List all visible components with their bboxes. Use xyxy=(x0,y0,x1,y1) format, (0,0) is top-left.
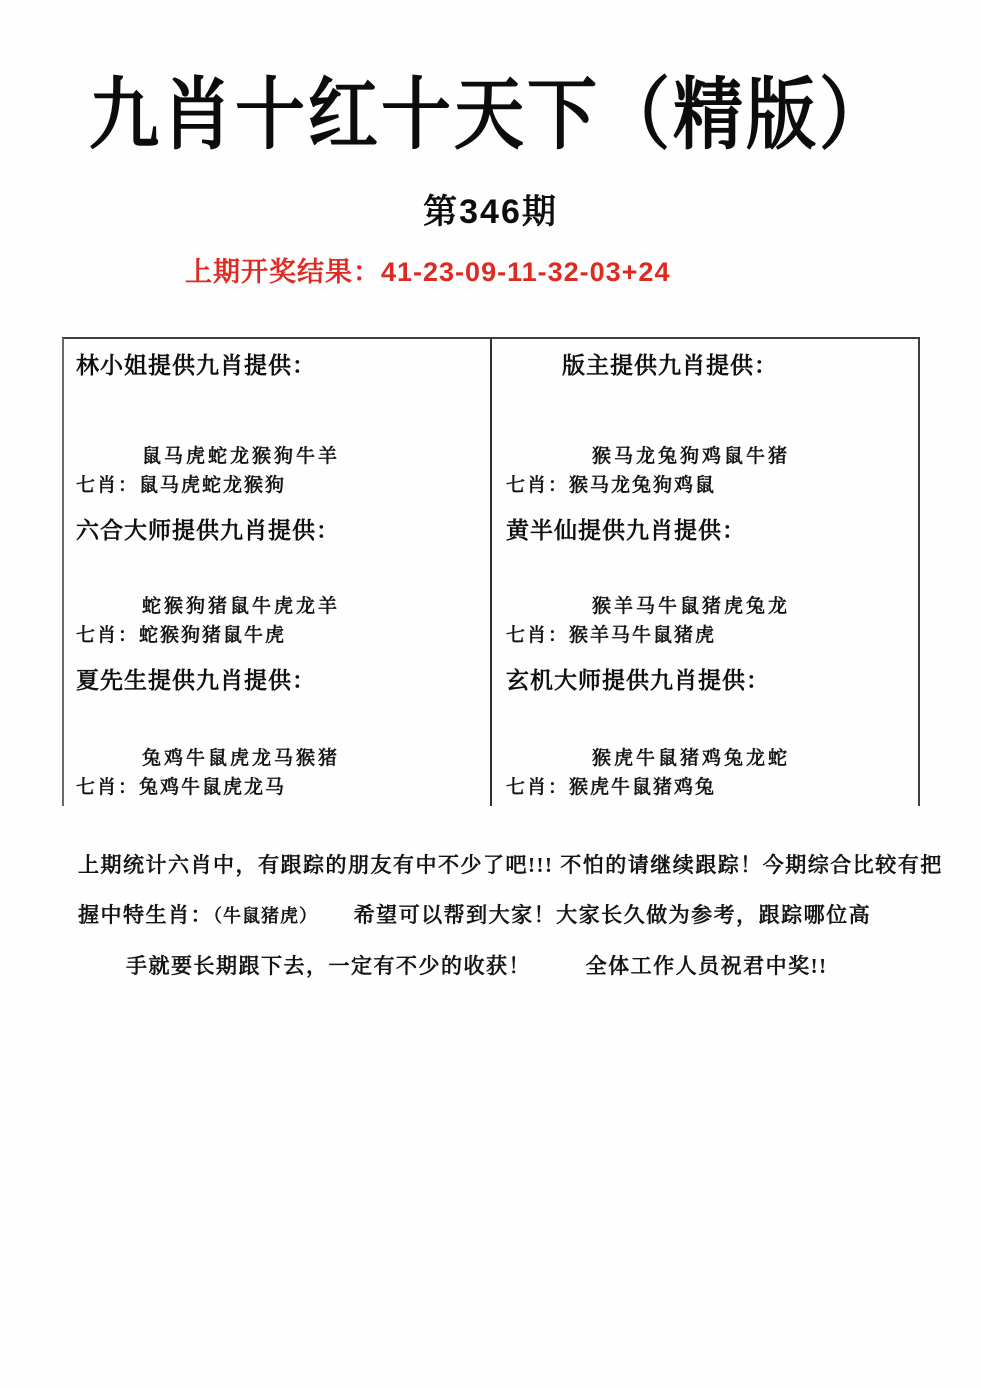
nine-zodiac-line: 猴羊马牛鼠猪虎兔龙 xyxy=(592,596,791,617)
spacer xyxy=(506,382,910,442)
footer-line2-suffix: 希望可以帮到大家！大家长久做为参考，跟踪哪位高 xyxy=(353,903,872,927)
last-draw-result-label: 上期开奖结果： xyxy=(185,257,381,287)
seven-zodiac-line: 七肖：兔鸡牛鼠虎龙马 xyxy=(76,777,287,798)
prediction-block-xuanji-dashi xyxy=(490,654,918,806)
footer-line3-main: 手就要长期跟下去，一定有不少的收获！ xyxy=(126,954,531,978)
seven-zodiac-line: 七肖：猴虎牛鼠猪鸡兔 xyxy=(506,777,717,798)
seven-zodiac-line: 七肖：猴马龙兔狗鸡鼠 xyxy=(506,475,717,496)
seven-zodiac-line: 七肖：鼠马虎蛇龙猴狗 xyxy=(76,475,287,496)
provider-header: 版主提供九肖提供： xyxy=(562,353,778,378)
last-draw-result-numbers: 41-23-09-11-32-03+24 xyxy=(381,257,671,287)
last-draw-result xyxy=(185,250,670,289)
footer-line3-end: 全体工作人员祝君中奖!! xyxy=(585,954,828,978)
prediction-block-huang-banxian xyxy=(490,504,918,654)
issue-number: 第346期 xyxy=(423,193,558,231)
footer-line2-prefix: 握中特生肖： xyxy=(78,903,213,927)
nine-zodiac-line: 猴马龙兔狗鸡鼠牛猪 xyxy=(592,446,791,467)
seven-zodiac-line: 七肖：猴羊马牛鼠猪虎 xyxy=(506,625,717,646)
prediction-block-liuhe-dashi xyxy=(64,504,490,654)
prediction-block-ban-zhu xyxy=(490,339,918,504)
footer-line-1: 上期统计六肖中，有跟踪的朋友有中不少了吧!!! 不怕的请继续跟踪！今期综合比较有把 xyxy=(78,853,943,877)
seven-zodiac-line: 七肖：蛇猴狗猪鼠牛虎 xyxy=(76,625,287,646)
footer-commentary xyxy=(78,840,943,991)
spacer xyxy=(506,547,910,592)
spacer xyxy=(506,697,910,744)
masthead-title: 九肖十红十天下（精版） xyxy=(89,67,892,161)
spacer xyxy=(76,697,482,744)
provider-header: 黄半仙提供九肖提供： xyxy=(506,518,746,543)
nine-zodiac-line: 鼠马虎蛇龙猴狗牛羊 xyxy=(142,446,341,467)
nine-zodiac-line: 兔鸡牛鼠虎龙马猴猪 xyxy=(142,748,341,769)
spacer xyxy=(76,547,482,592)
prediction-block-xia-xiansheng xyxy=(64,654,490,806)
nine-zodiac-line: 蛇猴狗猪鼠牛虎龙羊 xyxy=(142,596,341,617)
spacer xyxy=(76,382,482,442)
provider-header: 玄机大师提供九肖提供： xyxy=(506,668,770,693)
footer-line-3 xyxy=(78,941,910,991)
provider-header: 夏先生提供九肖提供： xyxy=(76,668,316,693)
special-zodiac-pick: （牛鼠猪虎） xyxy=(213,906,318,926)
nine-zodiac-line: 猴虎牛鼠猪鸡兔龙蛇 xyxy=(592,748,791,769)
provider-header: 林小姐提供九肖提供： xyxy=(76,353,316,378)
provider-header: 六合大师提供九肖提供： xyxy=(76,518,340,543)
prediction-block-lin-xiaojie xyxy=(64,339,490,504)
footer-line-2 xyxy=(78,890,910,941)
prediction-box xyxy=(62,337,920,806)
